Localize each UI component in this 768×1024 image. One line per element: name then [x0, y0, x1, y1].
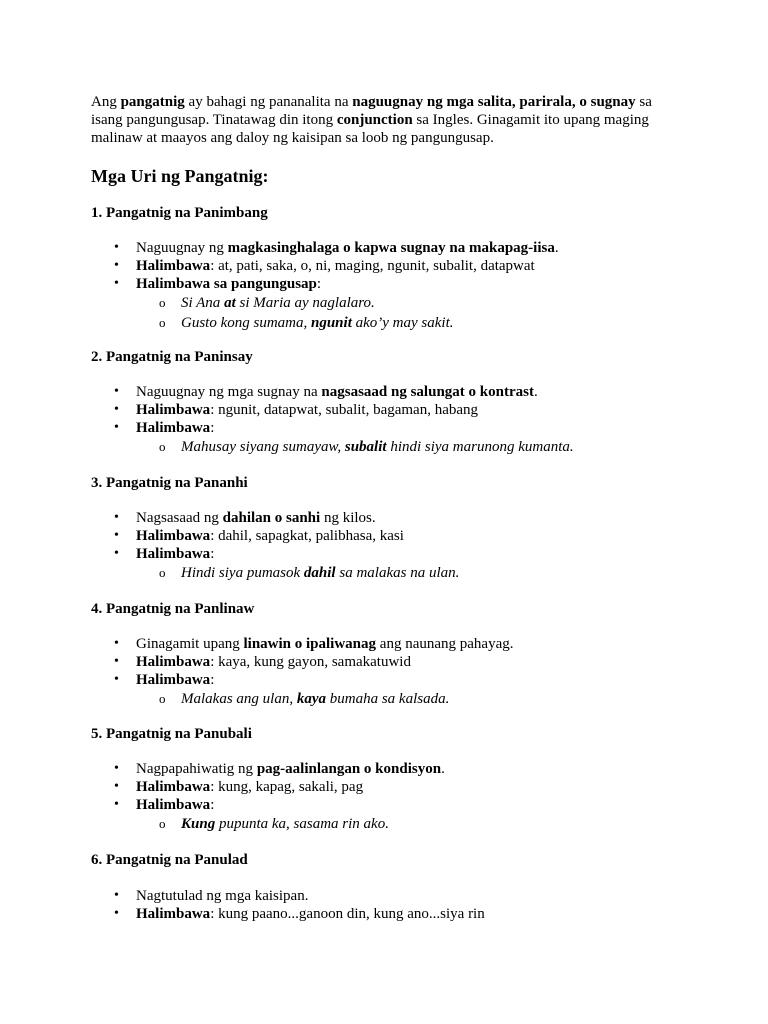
example-sentence-list — [136, 437, 691, 457]
list-item-sentence-examples: • Halimbawa: o Hindi siya pumasok dahil sa malakas na ulan. — [91, 545, 691, 583]
section-list-pananhi — [91, 509, 691, 583]
list-item-examples: • Halimbawa: kung, kapag, sakali, pag — [91, 778, 691, 796]
section-heading-pananhi: 3. Pangatnig na Pananhi — [91, 475, 248, 491]
example-sentence: o Mahusay siyang sumayaw, subalit hindi siya marunong kumanta. — [136, 437, 691, 457]
section-heading-panlinaw: 4. Pangatnig na Panlinaw — [91, 601, 255, 617]
list-item-examples: • Halimbawa: at, pati, saka, o, ni, maging, ngunit, subalit, datapwat — [91, 257, 691, 275]
list-item-sentence-examples: • Halimbawa: o Kung pupunta ka, sasama rin ako. — [91, 796, 691, 834]
list-item-examples: • Halimbawa: dahil, sapagkat, palibhasa, kasi — [91, 527, 691, 545]
section-list-panimbang — [91, 239, 691, 333]
list-item-examples: • Halimbawa: kaya, kung gayon, samakatuwid — [91, 653, 691, 671]
list-item-description: • Naguugnay ng mga sugnay na nagsasaad ng salungat o kontrast. — [91, 383, 691, 401]
intro-bold-definition: naguugnay ng mga salita, parirala, o sugnay — [352, 94, 636, 110]
intro-bold-english-term: conjunction — [336, 112, 413, 128]
section-heading-panulad: 6. Pangatnig na Panulad — [91, 852, 248, 868]
list-item-description: • Ginagamit upang linawin o ipaliwanag ang naunang pahayag. — [91, 635, 691, 653]
list-item-description: • Naguugnay ng magkasinghalaga o kapwa sugnay na makapag-iisa. — [91, 239, 691, 257]
intro-text: sa Ingles. Ginagamit ito upang maging malinaw at maayos ang daloy ng kaisipan sa loob ng pangungusap. — [91, 112, 649, 146]
example-sentence: o Gusto kong sumama, ngunit ako’y may sakit. — [136, 313, 691, 333]
list-item-examples: • Halimbawa: kung paano...ganoon din, kung ano...siya rin — [91, 905, 691, 923]
example-sentence: o Hindi siya pumasok dahil sa malakas na ulan. — [136, 563, 691, 583]
example-sentence: o Kung pupunta ka, sasama rin ako. — [136, 814, 691, 834]
example-sentence: o Malakas ang ulan, kaya bumaha sa kalsada. — [136, 689, 691, 709]
intro-text: Ang — [91, 94, 121, 110]
intro-text: ay bahagi ng pananalita na — [184, 94, 353, 110]
section-heading-panimbang: 1. Pangatnig na Panimbang — [91, 205, 268, 221]
example-sentence-list — [136, 293, 691, 333]
example-sentence-list — [136, 689, 691, 709]
example-sentence-list — [136, 814, 691, 834]
intro-bold-term: pangatnig — [120, 94, 185, 110]
list-item-description: • Nagtutulad ng mga kaisipan. — [91, 887, 691, 905]
list-item-examples: • Halimbawa: ngunit, datapwat, subalit, bagaman, habang — [91, 401, 691, 419]
list-item-sentence-examples: • Halimbawa: o Mahusay siyang sumayaw, subalit hindi siya marunong kumanta. — [91, 419, 691, 457]
section-list-panlinaw — [91, 635, 691, 709]
list-item-description: • Nagpapahiwatig ng pag-aalinlangan o kondisyon. — [91, 760, 691, 778]
intro-paragraph — [91, 93, 671, 147]
list-item-sentence-examples: • Halimbawa sa pangungusap: o Si Ana at si Maria ay naglalaro. o Gusto kong sumama, ngunit ako’y may sakit. — [91, 275, 691, 333]
example-sentence: o Si Ana at si Maria ay naglalaro. — [136, 293, 691, 313]
list-item-description: • Nagsasaad ng dahilan o sanhi ng kilos. — [91, 509, 691, 527]
section-heading-paninsay: 2. Pangatnig na Paninsay — [91, 349, 253, 365]
section-heading-panubali: 5. Pangatnig na Panubali — [91, 726, 252, 742]
section-list-paninsay — [91, 383, 691, 457]
document-title: Mga Uri ng Pangatnig: — [91, 166, 269, 186]
list-item-sentence-examples: • Halimbawa: o Malakas ang ulan, kaya bumaha sa kalsada. — [91, 671, 691, 709]
section-list-panulad — [91, 887, 691, 923]
example-sentence-list — [136, 563, 691, 583]
section-list-panubali — [91, 760, 691, 834]
intro-text: sa isang pangungusap. Tinatawag din itong — [91, 94, 652, 128]
